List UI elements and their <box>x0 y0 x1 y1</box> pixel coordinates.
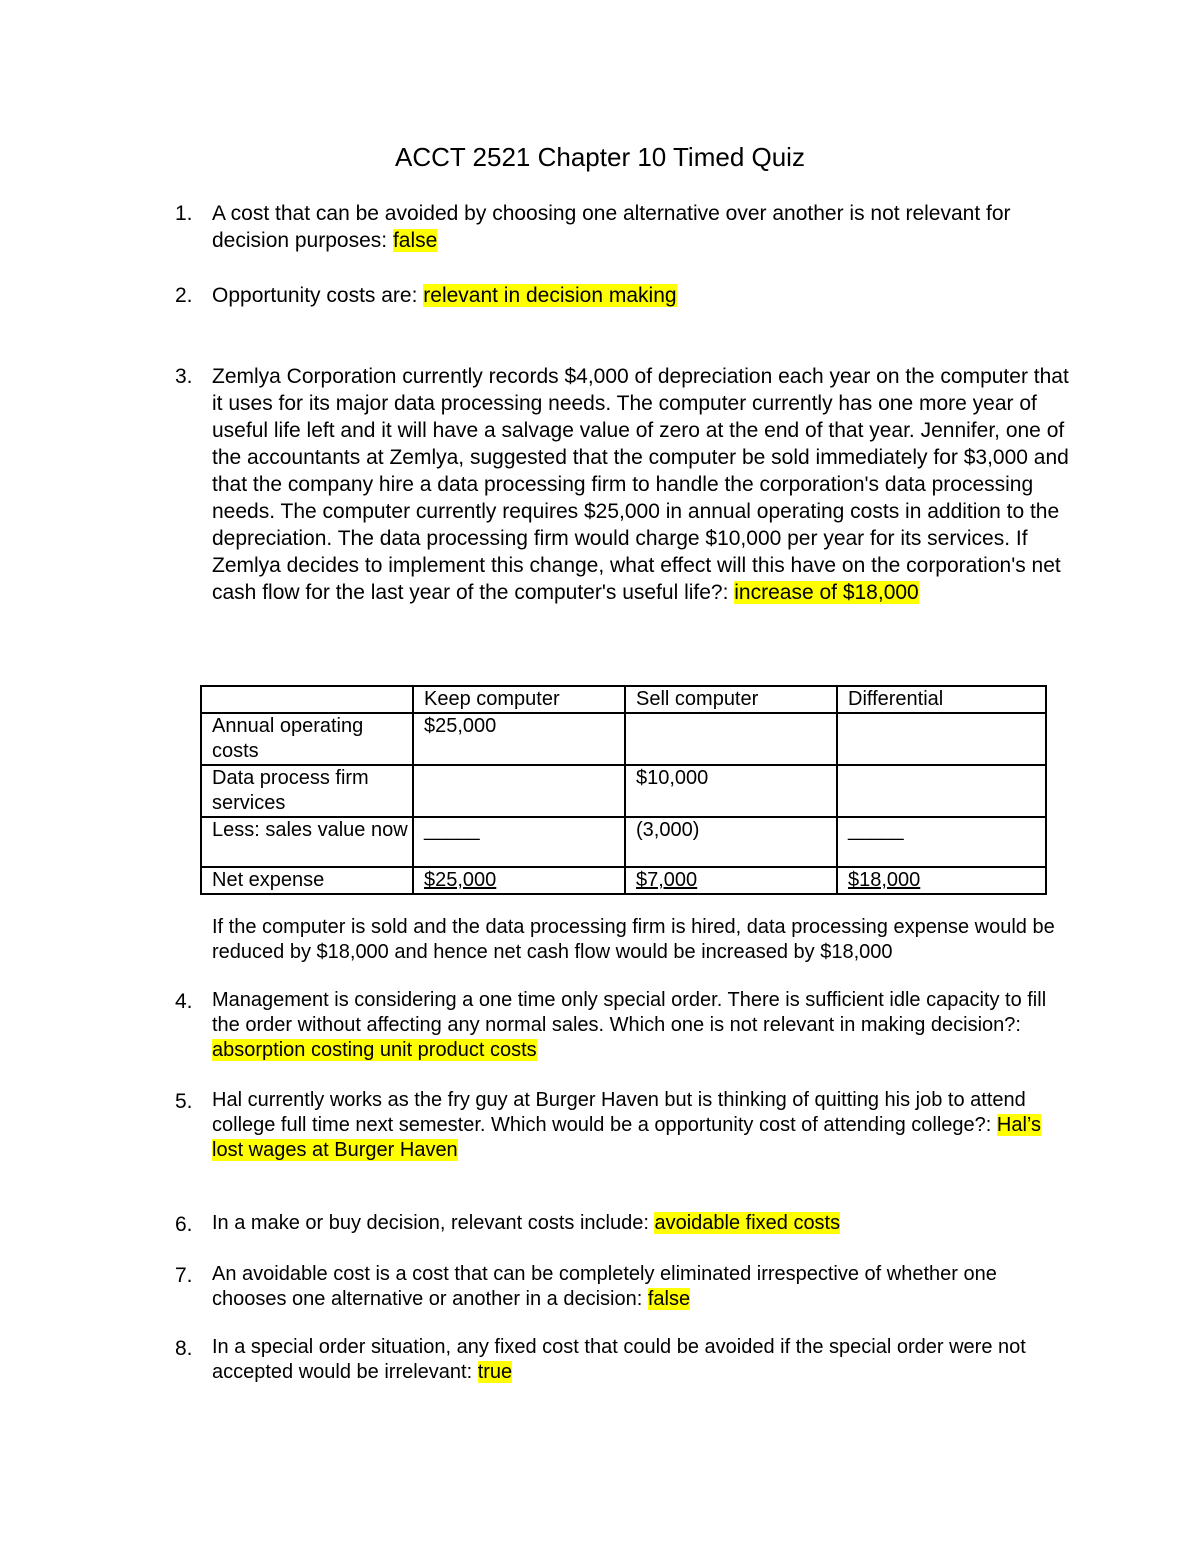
question-text: An avoidable cost is a cost that can be completely eliminated irrespective of whether one chooses one alternative or another in a decision: <box>212 1263 997 1310</box>
answer-highlight: false <box>392 229 438 252</box>
table-total-row <box>201 867 1046 894</box>
question-7 <box>170 1262 1070 1312</box>
table-cell: _____ <box>837 817 1046 867</box>
total-value: $7,000 <box>636 869 698 891</box>
answer-highlight: increase of $18,000 <box>734 581 919 604</box>
document-title: ACCT 2521 Chapter 10 Timed Quiz <box>395 142 805 172</box>
question-number: 8. <box>175 1337 193 1360</box>
question-text: Zemlya Corporation currently records $4,000 of depreciation each year on the computer that it uses for its major data processing needs. The computer currently has one more year of useful life left and it will have a salvage value of zero at the end of that year. Jennifer, one of the accountants at Zemlya, suggested that the computer be sold immediately for $3,000 and that the company hire a data processing firm to handle the corporation's data processing needs. The computer currently requires $25,000 in annual operating costs in addition to the depreciation. The data processing firm would charge $10,000 per year for its services. If Zemlya decides to implement this change, what effect will this have on the corporation's net cash flow for the last year of the computer's useful life?: <box>212 365 1069 604</box>
question-1 <box>170 200 1070 254</box>
table-cell: (3,000) <box>625 817 837 867</box>
table-header-cell <box>201 686 413 713</box>
question-text: A cost that can be avoided by choosing one alternative over another is not relevant for decision purposes: <box>212 202 1011 252</box>
question-number: 2. <box>175 284 193 307</box>
table-cell <box>625 867 837 894</box>
table-cell <box>413 765 625 817</box>
table-cell <box>413 867 625 894</box>
answer-highlight: avoidable fixed costs <box>654 1212 841 1234</box>
table-row <box>201 713 1046 765</box>
table-header-row <box>201 686 1046 713</box>
answer-highlight: relevant in decision making <box>423 284 677 307</box>
question-text: Opportunity costs are: <box>212 284 424 307</box>
table-row <box>201 765 1046 817</box>
explanation-text: If the computer is sold and the data processing firm is hired, data processing expense would be reduced by $18,000 and hence net cash flow would be increased by $18,000 <box>212 916 1055 963</box>
table-cell <box>837 713 1046 765</box>
question-text: Hal currently works as the fry guy at Burger Haven but is thinking of quitting his job to attend college full time next semester. Which would be a opportunity cost of attending college?: <box>212 1089 1026 1136</box>
table-cell: Less: sales value now <box>201 817 413 867</box>
question-number: 3. <box>175 365 193 388</box>
question-text: In a make or buy decision, relevant costs include: <box>212 1212 655 1234</box>
question-number: 7. <box>175 1264 193 1287</box>
table-cell: Annual operating costs <box>201 713 413 765</box>
question-5 <box>170 1088 1070 1163</box>
question-8 <box>170 1335 1070 1385</box>
table-cell <box>837 765 1046 817</box>
answer-highlight: Hal’s lost wages at Burger Haven <box>212 1114 1041 1161</box>
question-4 <box>170 988 1070 1063</box>
table-row <box>201 817 1046 867</box>
question-text: In a special order situation, any fixed cost that could be avoided if the special order were not accepted would be irrelevant: <box>212 1336 1026 1383</box>
question-2 <box>170 282 1070 309</box>
answer-highlight: absorption costing unit product costs <box>212 1039 537 1061</box>
question-3 <box>170 363 1070 606</box>
table-cell <box>837 867 1046 894</box>
question-number: 4. <box>175 990 193 1013</box>
question-number: 6. <box>175 1213 193 1236</box>
total-value: $25,000 <box>424 869 497 891</box>
question-number: 5. <box>175 1090 193 1113</box>
table-cell: Net expense <box>201 867 413 894</box>
question-6 <box>170 1211 1070 1236</box>
table-header-cell: Sell computer <box>625 686 837 713</box>
table-cell: _____ <box>413 817 625 867</box>
total-value: $18,000 <box>848 869 921 891</box>
answer-highlight: true <box>477 1361 513 1383</box>
table-header-cell: Differential <box>837 686 1046 713</box>
table-cell: $10,000 <box>625 765 837 817</box>
question-number: 1. <box>175 202 193 225</box>
table-cell: $25,000 <box>413 713 625 765</box>
table-cell: Data process firm services <box>201 765 413 817</box>
differential-analysis-table <box>200 685 1047 895</box>
table-cell <box>625 713 837 765</box>
answer-highlight: false <box>647 1288 691 1310</box>
question-text: Management is considering a one time only special order. There is sufficient idle capacity to fill the order without affecting any normal sales. Which one is not relevant in making decision?: <box>212 989 1047 1036</box>
table-header-cell: Keep computer <box>413 686 625 713</box>
